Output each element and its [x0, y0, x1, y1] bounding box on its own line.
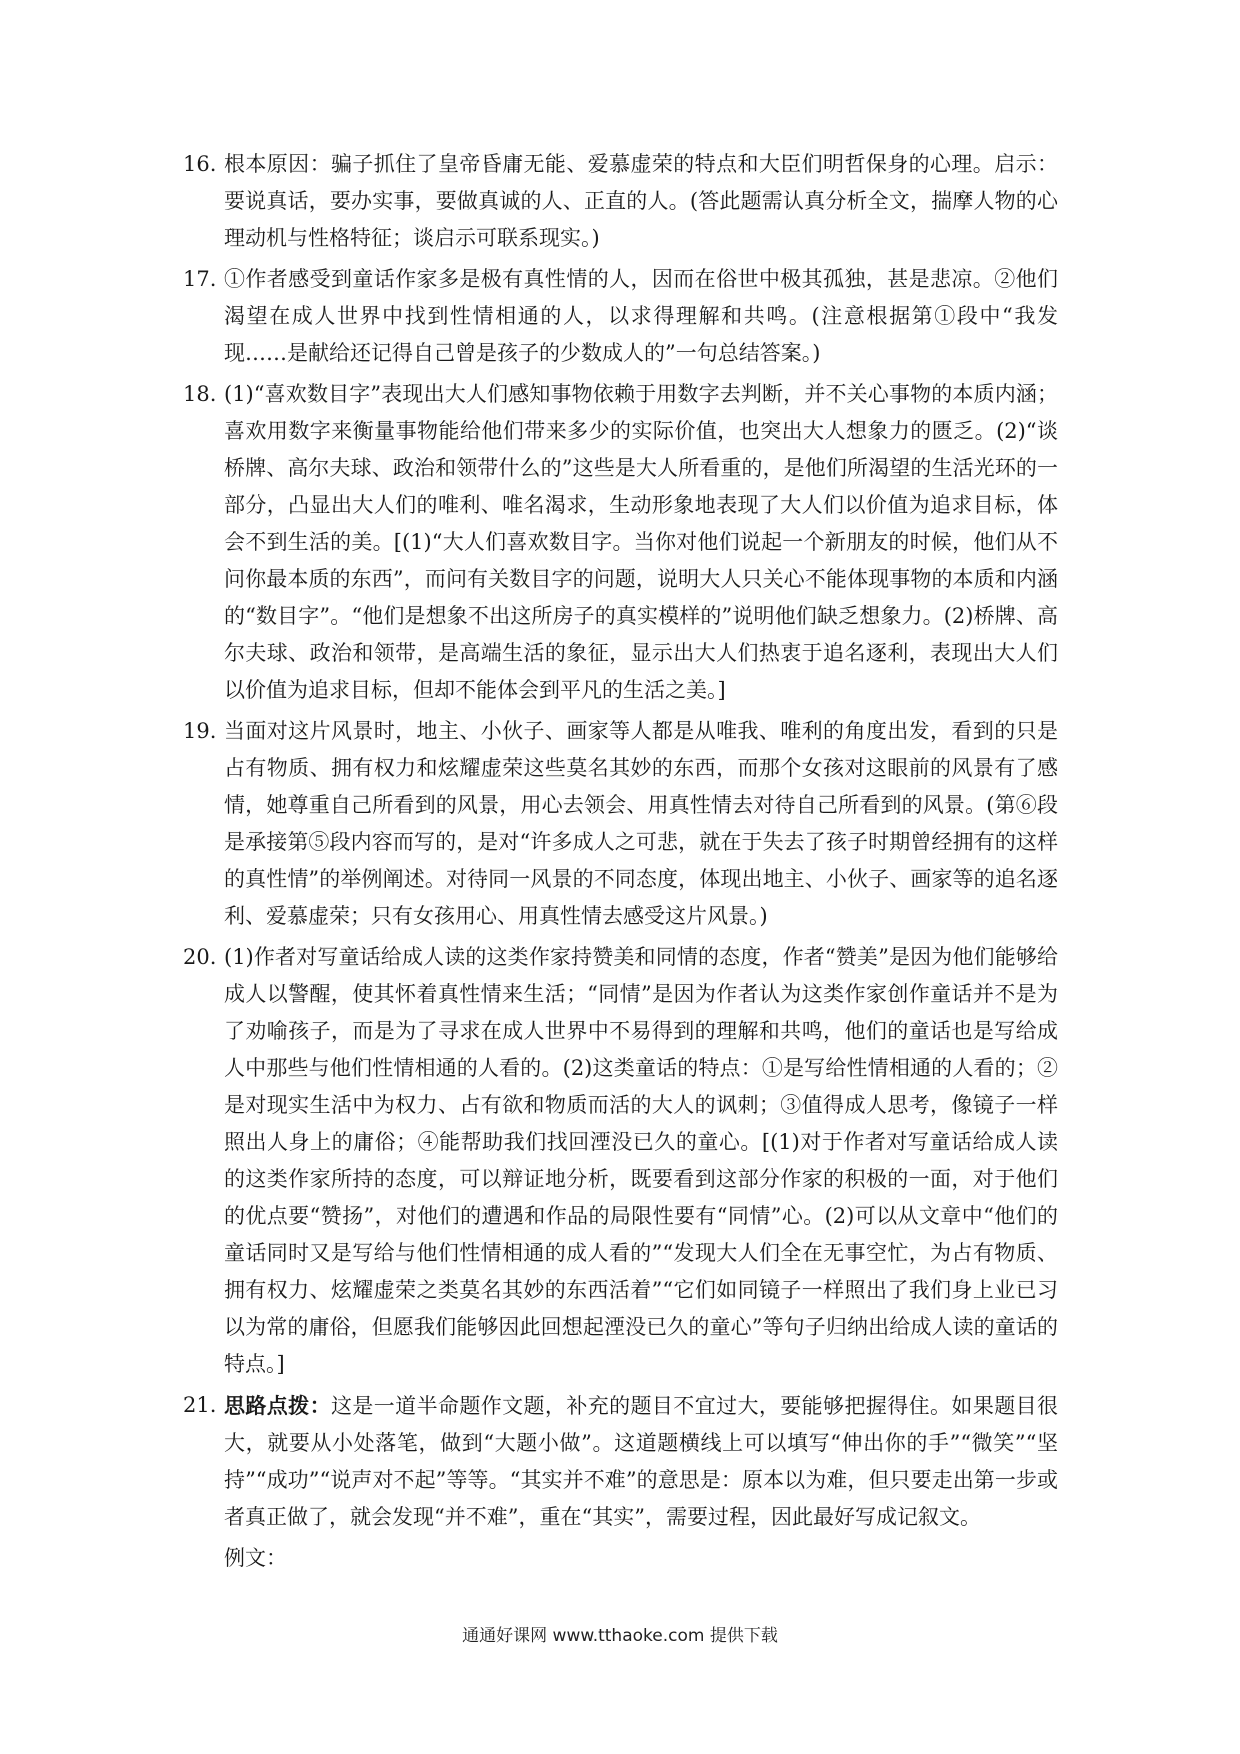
answer-sheet [183, 146, 1058, 1577]
answer-text: 根本原因：骗子抓住了皇帝昏庸无能、爱慕虚荣的特点和大臣们明哲保身的心理。启示：要说真话，要办实事，要做真诚的人、正直的人。(答此题需认真分析全文，揣摩人物的心理动机与性格特征；谈启示可联系现实。) [224, 152, 1058, 250]
answer-number: 16. [183, 152, 217, 176]
answer-text: (1)作者对写童话给成人读的这类作家持赞美和同情的态度，作者“赞美”是因为他们能够给成人以警醒，使其怀着真性情来生活；“同情”是因为作者认为这类作家创作童话并不是为了劝喻孩子，而是为了寻求在成人世界中不易得到的理解和共鸣，他们的童话也是写给成人中那些与他们性情相通的人看的。(2)这类童话的特点：①是写给性情相通的人看的；②是对现实生活中为权力、占有欲和物质而活的大人的讽刺；③值得成人思考，像镜子一样照出人身上的庸俗；④能帮助我们找回湮没已久的童心。[(1)对于作者对写童话给成人读的这类作家所持的态度，可以辩证地分析，既要看到这部分作家的积极的一面，对于他们的优点要“赞扬”，对他们的遭遇和作品的局限性要有“同情”心。(2)可以从文章中“他们的童话同时又是写给与他们性情相通的成人看的”“发现大人们全在无事空忙，为占有物质、拥有权力、炫耀虚荣之类莫名其妙的东西活着”“它们如同镜子一样照出了我们身上业已习以为常的庸俗，但愿我们能够因此回想起湮没已久的童心”等句子归纳出给成人读的童话的特点。] [224, 945, 1058, 1376]
answer-text: 当面对这片风景时，地主、小伙子、画家等人都是从唯我、唯利的角度出发，看到的只是占有物质、拥有权力和炫耀虚荣这些莫名其妙的东西，而那个女孩对这眼前的风景有了感情，她尊重自己所看到的风景，用心去领会、用真性情去对待自己所看到的风景。(第⑥段是承接第⑤段内容而写的，是对“许多成人之可悲，就在于失去了孩子时期曾经拥有的这样的真性情”的举例阐述。对待同一风景的不同态度，体现出地主、小伙子、画家等的追名逐利、爱慕虚荣；只有女孩用心、用真性情去感受这片风景。) [224, 719, 1058, 928]
answer-number: 17. [183, 267, 217, 291]
answer-number: 19. [183, 719, 217, 743]
answer-19 [183, 713, 1058, 935]
answer-number: 21. [183, 1393, 217, 1417]
answer-20 [183, 939, 1058, 1383]
answer-number: 18. [183, 382, 217, 406]
page-footer: 通通好课网 www.tthaoke.com 提供下载 [462, 1626, 778, 1646]
answer-21 [183, 1387, 1058, 1536]
answer-17 [183, 261, 1058, 372]
example-label: 例文： [224, 1546, 287, 1570]
answer-text: 这是一道半命题作文题，补充的题目不宜过大，要能够把握得住。如果题目很大，就要从小处落笔，做到“大题小做”。这道题横线上可以填写“伸出你的手”“微笑”“坚持”“成功”“说声对不起”等等。“其实并不难”的意思是：原本以为难，但只要走出第一步或者真正做了，就会发现“并不难”，重在“其实”，需要过程，因此最好写成记叙文。 [224, 1394, 1059, 1529]
answer-18 [183, 376, 1058, 709]
answer-lead: 思路点拨： [224, 1393, 331, 1418]
answer-16 [183, 146, 1058, 257]
answer-text-wrapper [224, 1387, 1058, 1536]
answer-text: (1)“喜欢数目字”表现出大人们感知事物依赖于用数字去判断，并不关心事物的本质内涵；喜欢用数字来衡量事物能给他们带来多少的实际价值，也突出大人想象力的匮乏。(2)“谈桥牌、高尔夫球、政治和领带什么的”这些是大人所看重的，是他们所渴望的生活光环的一部分，凸显出大人们的唯利、唯名渴求，生动形象地表现了大人们以价值为追求目标，体会不到生活的美。[(1)“大人们喜欢数目字。当你对他们说起一个新朋友的时候，他们从不问你最本质的东西”，而问有关数目字的问题，说明大人只关心不能体现事物的本质和内涵的“数目字”。“他们是想象不出这所房子的真实模样的”说明他们缺乏想象力。(2)桥牌、高尔夫球、政治和领带，是高端生活的象征，显示出大人们热衷于追名逐利，表现出大人们以价值为追求目标，但却不能体会到平凡的生活之美。] [224, 382, 1058, 702]
answer-text: ①作者感受到童话作家多是极有真性情的人，因而在俗世中极其孤独，甚是悲凉。②他们渴望在成人世界中找到性情相通的人，以求得理解和共鸣。(注意根据第①段中“我发现……是献给还记得自己曾是孩子的少数成人的”一句总结答案。) [224, 267, 1058, 365]
answer-number: 20. [183, 945, 217, 969]
